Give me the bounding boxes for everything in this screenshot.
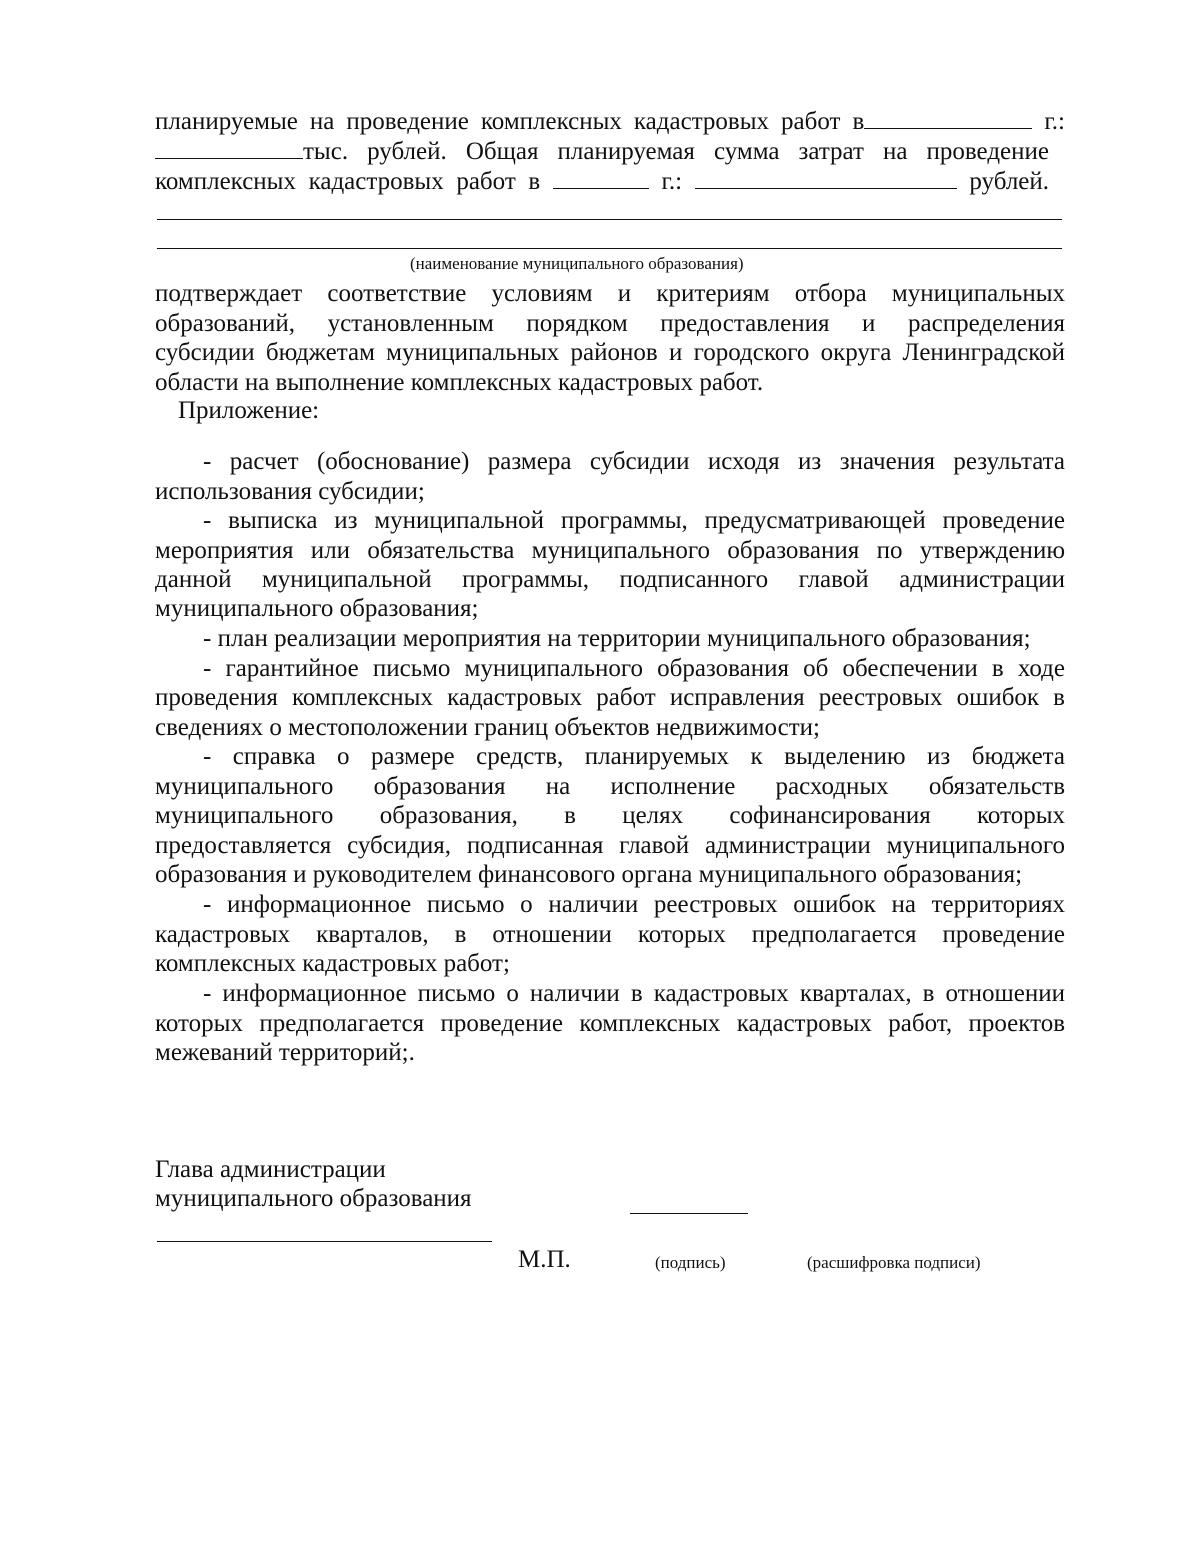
attachment-6-line-3: комплексных кадастровых работ; <box>155 950 510 977</box>
signatory-title-line-2: муниципального образования <box>155 1185 472 1212</box>
header-line-1-suffix: г.: <box>1044 108 1065 135</box>
header-line-2 <box>155 136 1049 167</box>
attachment-2-line-4: муниципального образования; <box>155 595 479 622</box>
attachment-4-line-2: проведения комплексных кадастровых работ исправления реестровых ошибок в <box>155 684 1065 711</box>
municipality-name-rule-2[interactable] <box>157 248 1062 249</box>
attachment-2-line-2: мероприятия или обязательства муниципального образования по утверждению <box>155 537 1065 564</box>
signatory-title-line-1: Глава администрации <box>155 1156 386 1183</box>
decoding-rule[interactable] <box>157 1241 492 1242</box>
header-line-2-text: тыс. рублей. Общая планируемая сумма затрат на проведение <box>303 138 1049 165</box>
attachment-4-line-3: сведениях о местоположении границ объектов недвижимости; <box>155 714 820 741</box>
header-line-3-text-b: г.: <box>661 168 683 195</box>
attachment-7-line-3: межеваний территорий;. <box>155 1039 415 1066</box>
attachment-4-line-1: - гарантийное письмо муниципального образования об обеспечении в ходе <box>203 655 1065 682</box>
attachment-1-line-2: использования субсидии; <box>155 478 425 505</box>
stamp-label: М.П. <box>518 1246 571 1273</box>
attachment-5-line-1: - справка о размере средств, планируемых к выделению из бюджета <box>203 743 1065 770</box>
confirmation-line-1: подтверждает соответствие условиям и критериям отбора муниципальных <box>155 280 1065 307</box>
year-blank-2[interactable] <box>553 166 649 189</box>
total-amount-blank[interactable] <box>695 166 957 189</box>
header-line-3-suffix: рублей. <box>969 168 1050 195</box>
attachment-6-line-1: - информационное письмо о наличии реестровых ошибок на территориях <box>203 891 1065 918</box>
header-line-1 <box>155 106 1065 137</box>
decoding-caption: (расшифровка подписи) <box>807 1253 981 1272</box>
confirmation-line-4: области на выполнение комплексных кадастровых работ. <box>155 369 764 396</box>
attachment-7-line-2: которых предполагается проведение комплексных кадастровых работ, проектов <box>155 1010 1065 1037</box>
attachment-5-line-3: муниципального образования, в целях софинансирования которых <box>155 802 1065 829</box>
signature-rule[interactable] <box>630 1213 748 1214</box>
header-line-1-text: планируемые на проведение комплексных кадастровых работ в <box>155 108 865 135</box>
year-blank-1[interactable] <box>864 106 1032 129</box>
header-line-3-text-a: комплексных кадастровых работ в <box>155 168 541 195</box>
municipality-caption: (наименование муниципального образования) <box>410 254 744 273</box>
signature-caption: (подпись) <box>655 1253 726 1272</box>
attachments-heading: Приложение: <box>178 397 320 424</box>
municipality-name-rule-1[interactable] <box>157 219 1062 220</box>
attachment-2-line-3: данной муниципальной программы, подписанного главой администрации <box>155 566 1065 593</box>
amount-thousands-blank[interactable] <box>155 136 303 159</box>
header-line-3 <box>155 166 1049 197</box>
attachment-5-line-2: муниципального образования на исполнение расходных обязательств <box>155 773 1065 800</box>
attachment-5-line-5: образования и руководителем финансового органа муниципального образования; <box>155 861 1023 888</box>
confirmation-line-3: субсидии бюджетам муниципальных районов и городского округа Ленинградской <box>155 339 1065 366</box>
attachment-1-line-1: - расчет (обоснование) размера субсидии исходя из значения результата <box>203 448 1065 475</box>
confirmation-line-2: образований, установленным порядком предоставления и распределения <box>155 310 1065 337</box>
attachment-5-line-4: предоставляется субсидия, подписанная главой администрации муниципального <box>155 832 1065 859</box>
attachment-2-line-1: - выписка из муниципальной программы, предусматривающей проведение <box>203 507 1065 534</box>
attachment-6-line-2: кадастровых кварталов, в отношении которых предполагается проведение <box>155 921 1065 948</box>
attachment-7-line-1: - информационное письмо о наличии в кадастровых кварталах, в отношении <box>203 980 1065 1007</box>
attachment-3-line-1: - план реализации мероприятия на территории муниципального образования; <box>203 625 1031 652</box>
